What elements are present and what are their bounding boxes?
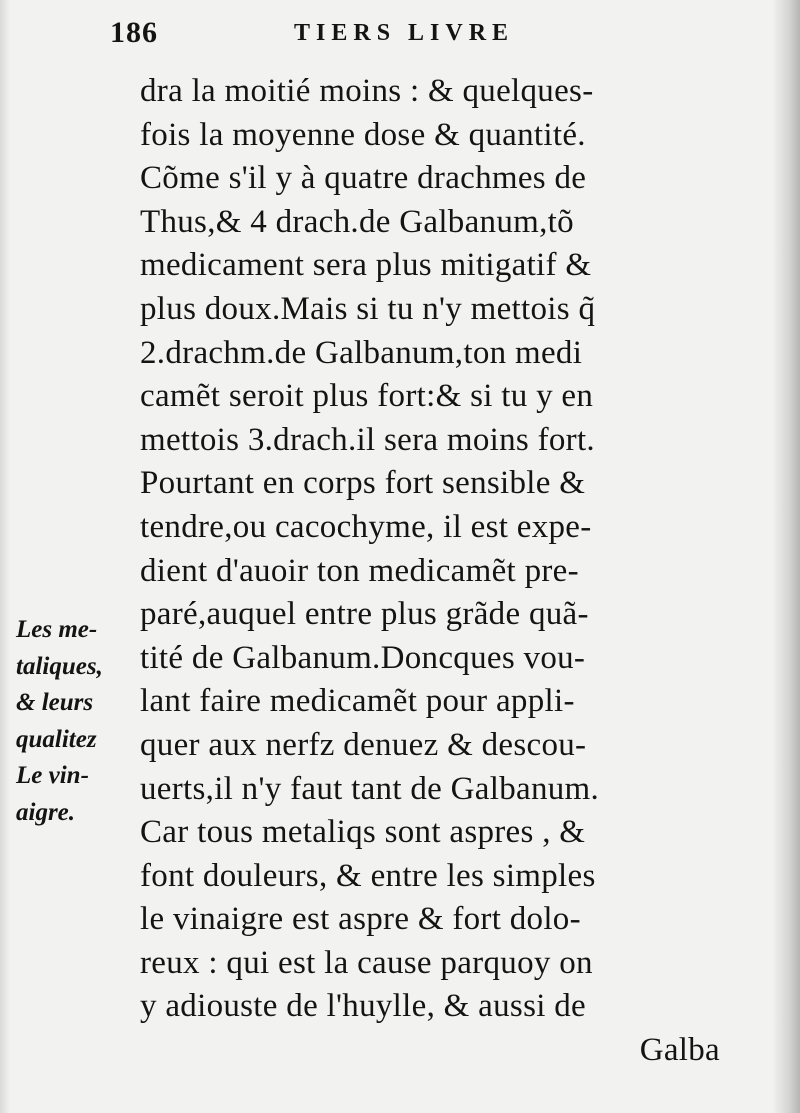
text-line: mettois 3.drach.il sera moins fort. (140, 421, 595, 458)
text-line: dra la moitié moins : & quelques- (140, 73, 594, 109)
page-number: 186 (110, 16, 158, 49)
text-line: paré,auquel entre plus grãde quã- (140, 596, 589, 633)
running-head-title: TIERS LIVRE (294, 20, 515, 46)
text-line: font douleurs, & entre les simples (140, 857, 596, 894)
marginal-note-line: Les me- (16, 616, 98, 643)
marginal-note-line: aigre. (16, 798, 76, 826)
marginal-note-line: taliques, (16, 652, 103, 680)
text-line: quer aux nerfz denuez & descou- (140, 726, 587, 763)
text-line: reux : qui est la cause parquoy on (140, 944, 593, 981)
page-gutter-shadow (772, 0, 800, 1113)
catchword: Galba (639, 1032, 720, 1069)
text-line: y adiouste de l'huylle, & aussi de (140, 988, 586, 1025)
text-line: camẽt seroit plus fort:& si tu y en (140, 378, 594, 415)
text-line: tité de Galbanum.Doncques vou- (140, 639, 586, 676)
text-line: Thus,& 4 drach.de Galbanum,tõ (140, 203, 574, 240)
text-line: tendre,ou cacochyme, il est expe- (140, 508, 592, 545)
text-line: Pourtant en corps fort sensible & (140, 465, 586, 502)
running-head (110, 16, 590, 56)
text-line: dient d'auoir ton medicamẽt pre- (140, 552, 579, 589)
text-line: le vinaigre est aspre & fort dolo- (140, 901, 581, 938)
text-line: fois la moyenne dose & quantité. (140, 116, 586, 153)
page-left-edge-shadow (0, 0, 10, 1113)
body-text (140, 70, 720, 1073)
marginal-note-line: qualitez (16, 725, 97, 753)
text-line: plus doux.Mais si tu n'y mettois q̃ (140, 290, 596, 327)
text-line: lant faire medicamẽt pour appli- (140, 683, 575, 720)
text-line: uerts,il n'y faut tant de Galbanum. (140, 770, 600, 807)
text-line: medicament sera plus mitigatif & (140, 247, 592, 284)
text-line: 2.drachm.de Galbanum,ton medi (140, 334, 583, 371)
text-line: Cõme s'il y à quatre drachmes de (140, 160, 587, 197)
marginal-note (16, 612, 146, 831)
text-line: Car tous metaliqs sont aspres , & (140, 814, 586, 851)
marginal-note-line: & leurs (16, 689, 94, 716)
marginal-note-line: Le vin- (16, 762, 89, 789)
